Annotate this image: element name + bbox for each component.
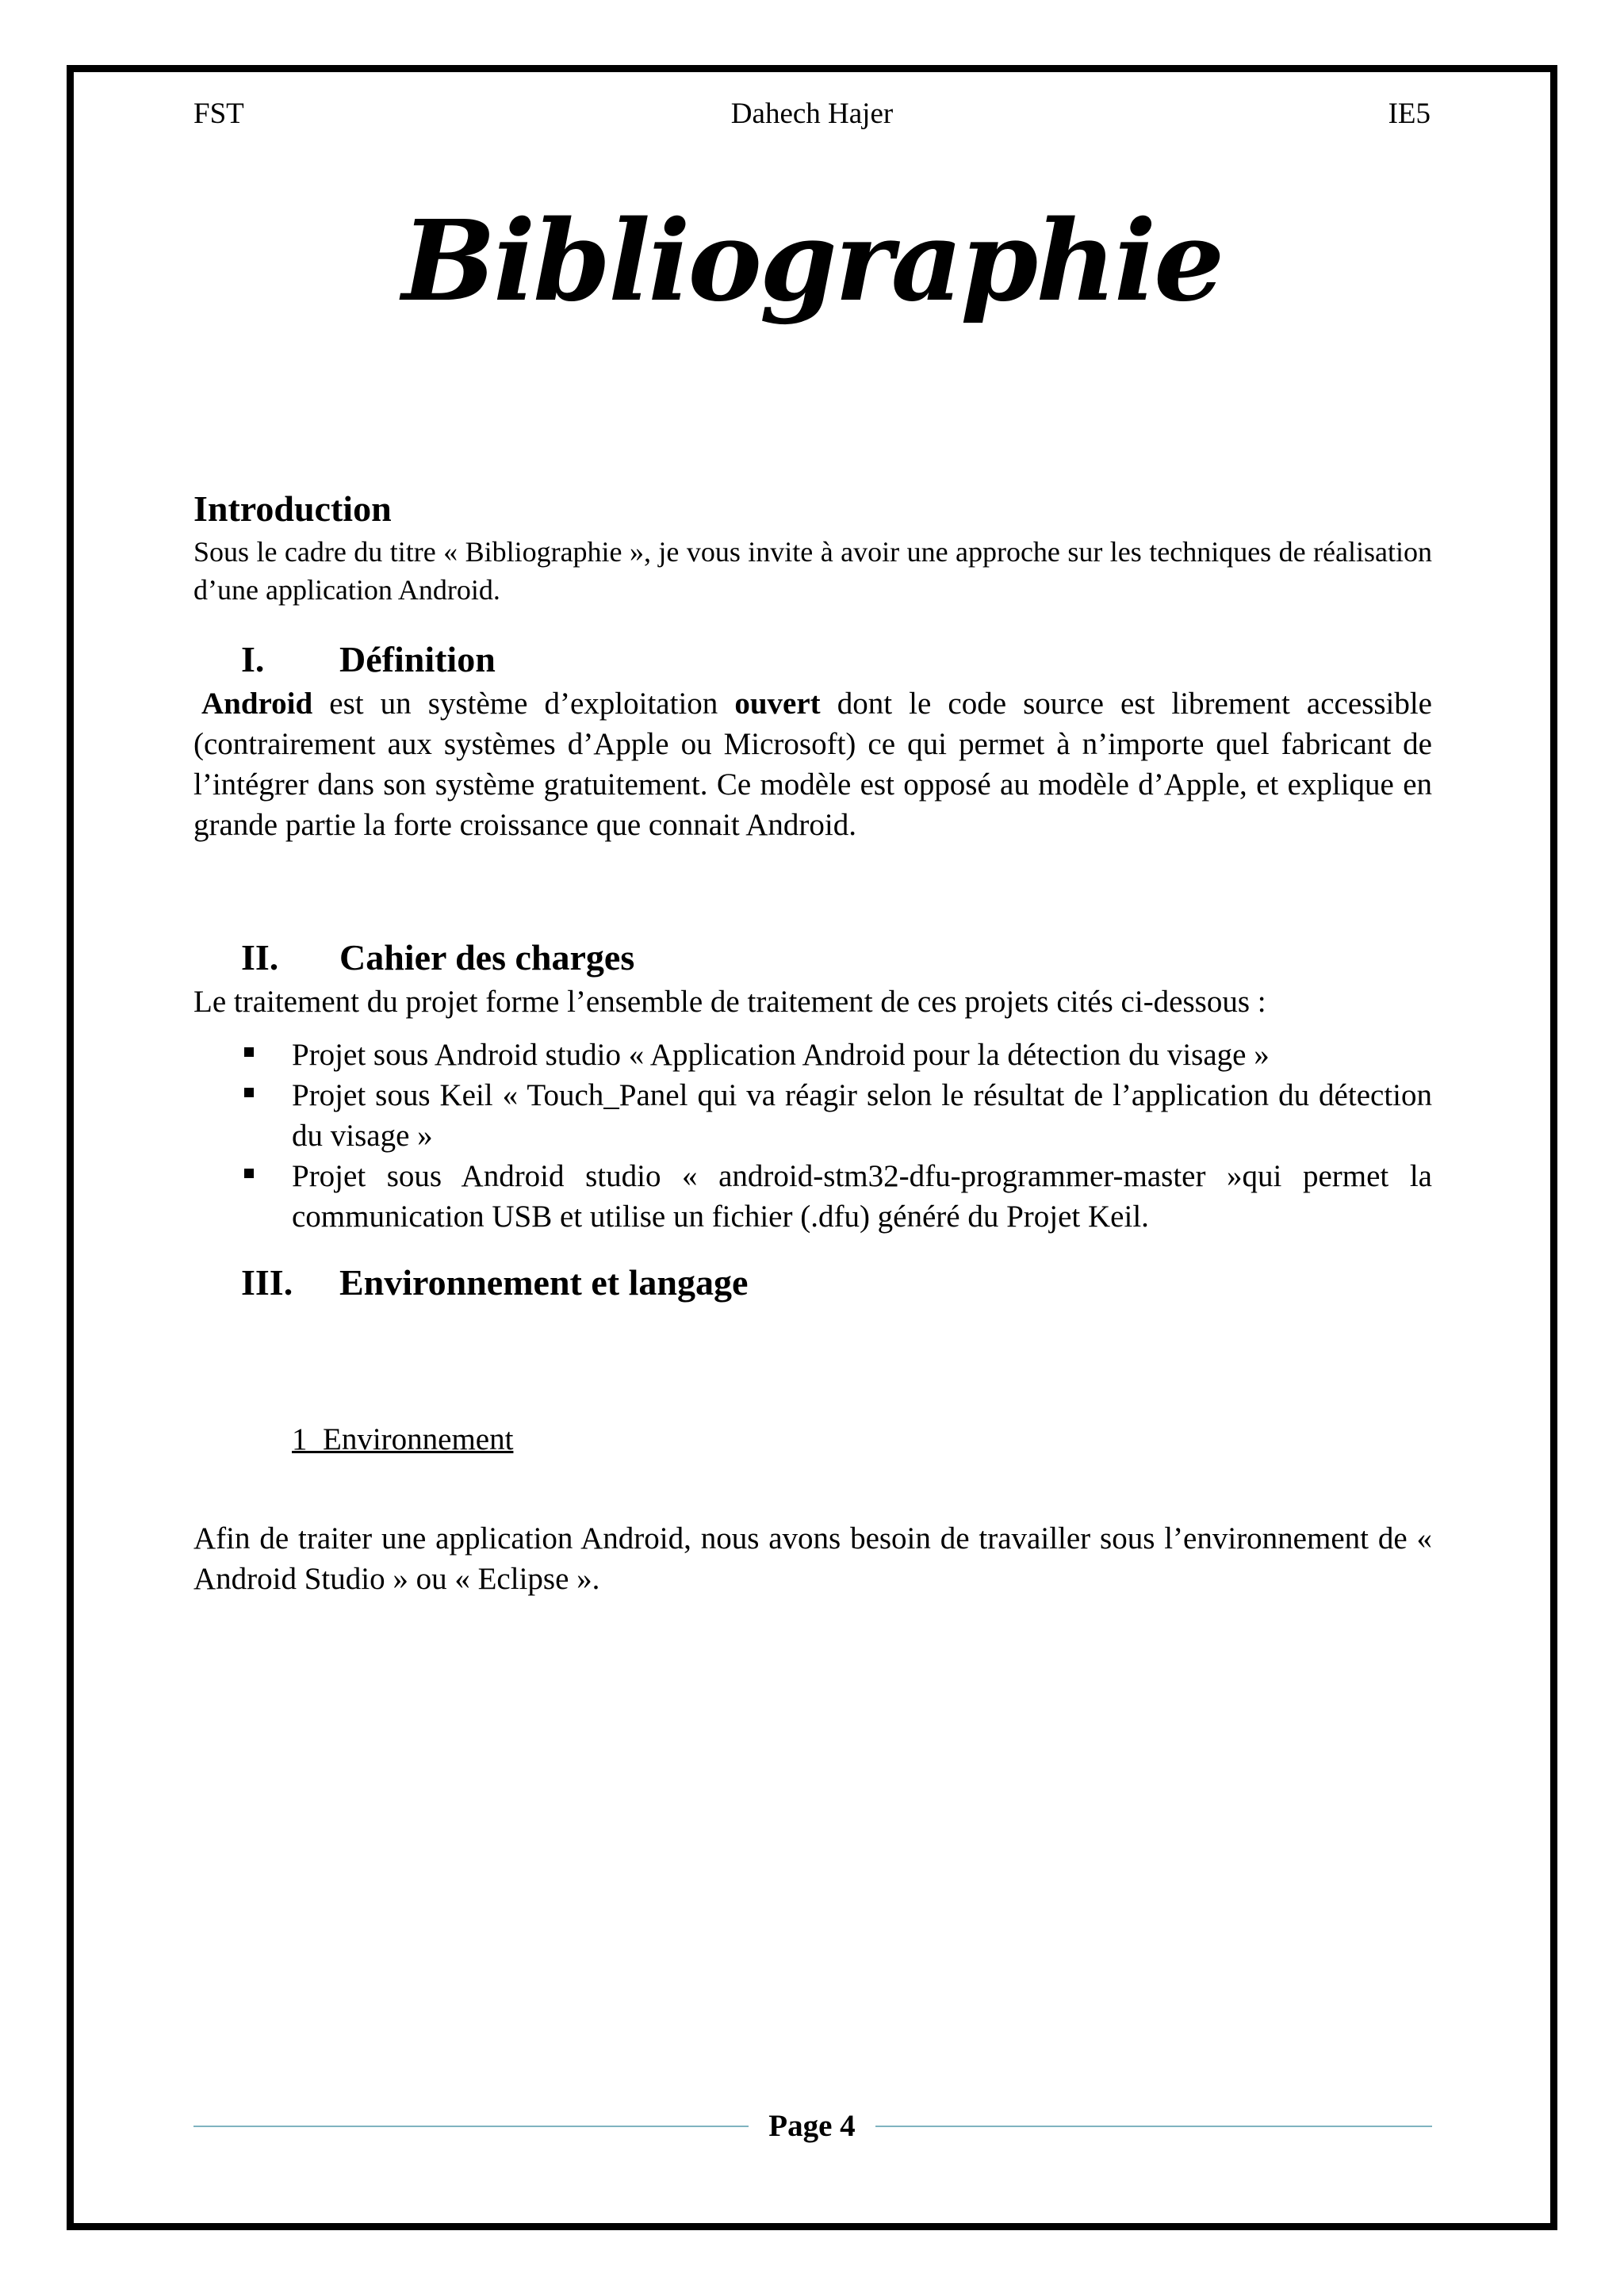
list-item: Projet sous Android studio « Application Android pour la détection du visage » (193, 1035, 1432, 1075)
intro-heading: Introduction (193, 488, 392, 529)
square-bullet-icon (244, 1047, 254, 1057)
bullet-list (193, 1035, 1432, 1237)
header-author: Dahech Hajer (730, 98, 894, 130)
section-title: Définition (339, 639, 496, 679)
section-2-heading (241, 934, 1432, 982)
bold-term: ouvert (734, 687, 821, 721)
section-3-paragraph: Afin de traiter une application Android, nous avons besoin de travailler sous l’environnement de « Android Studio » ou « Eclipse ». (193, 1521, 1432, 1596)
section-title: Cahier des charges (339, 937, 635, 978)
section-1-paragraph (193, 683, 1432, 845)
section-number: III. (241, 1262, 293, 1303)
section-1-heading (241, 636, 1432, 683)
footer-divider-left (193, 2126, 749, 2127)
header-right: IE5 (1388, 98, 1431, 130)
square-bullet-icon (244, 1169, 254, 1178)
list-item: Projet sous Android studio « android-stm32-dfu-programmer-master »qui permet la communication USB et utilise un fichier (.dfu) généré du Projet Keil. (193, 1156, 1432, 1237)
page-title: Bibliographie (401, 197, 1223, 327)
subsection-heading: 1_Environnement (292, 1422, 514, 1456)
square-bullet-icon (244, 1088, 254, 1097)
section-number: II. (241, 937, 279, 978)
section-2-paragraph: Le traitement du projet forme l’ensemble de traitement de ces projets cités ci-dessous : (193, 985, 1266, 1019)
bold-term: Android (201, 687, 313, 721)
header-left: FST (193, 98, 244, 130)
intro-paragraph: Sous le cadre du titre « Bibliographie », je vous invite à avoir une approche sur les techniques de réalisation d’une application Android. (193, 536, 1432, 606)
list-item: Projet sous Keil « Touch_Panel qui va réagir selon le résultat de l’application du détection du visage » (193, 1075, 1432, 1156)
text-run: dont le code source est librement accessible (contrairement aux systèmes d’Apple ou Microsoft) ce qui permet à n’importe quel fabricant de l’intégrer dans son système gratuitement. Ce modèle est opposé au modèle d’Apple, et explique en grande partie la forte croissance que connait Android. (193, 687, 1432, 842)
footer-divider-right (875, 2126, 1432, 2127)
section-3-heading (241, 1259, 1432, 1307)
page-number: Page 4 (768, 2109, 856, 2143)
section-title: Environnement et langage (339, 1262, 749, 1303)
section-number: I. (241, 639, 265, 679)
document-body (193, 485, 1432, 1599)
text-run: est un système d’exploitation (312, 687, 735, 721)
